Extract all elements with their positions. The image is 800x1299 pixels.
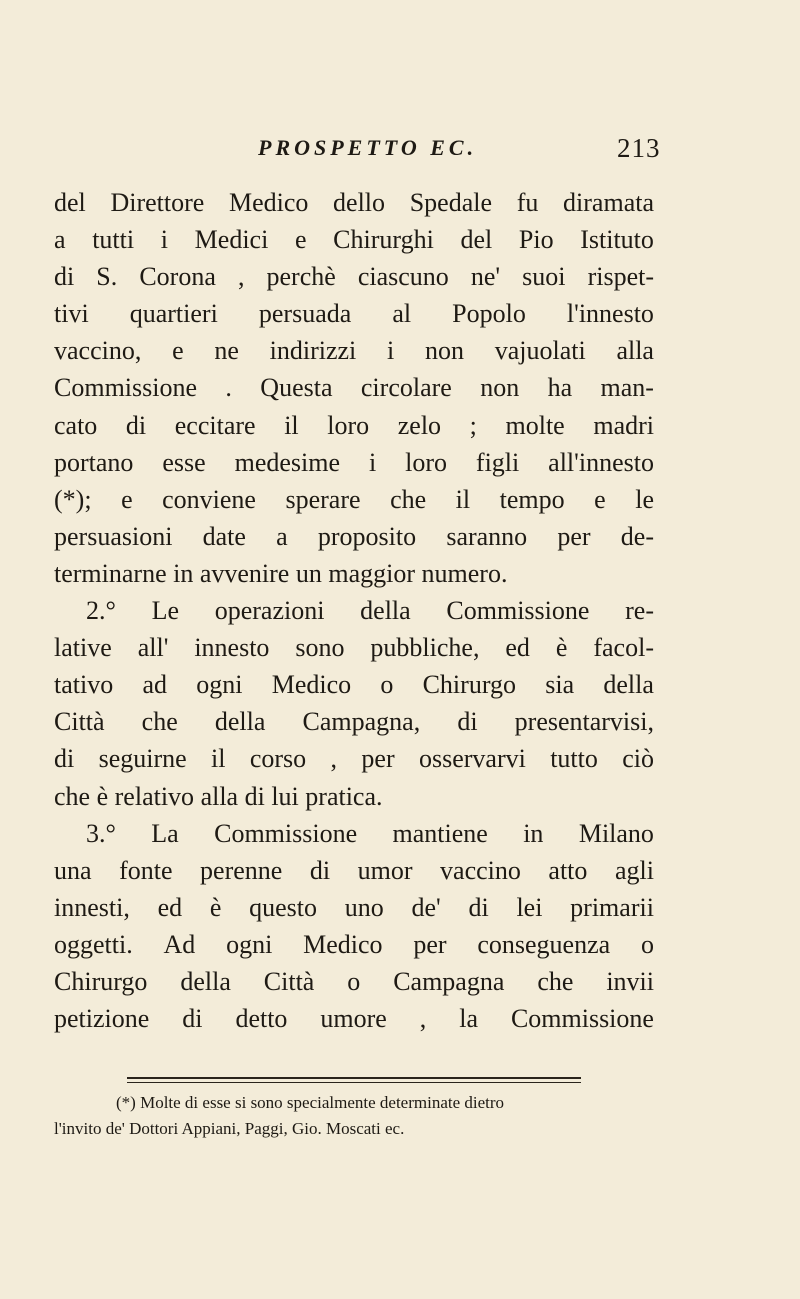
word: del [460,225,493,255]
word: ogni [196,670,243,700]
text-line [54,852,654,889]
word: date [202,521,246,551]
word: per [413,929,447,959]
word: che [141,707,178,737]
text-line [54,444,654,481]
word: loro [405,447,447,477]
word: sia [545,670,575,700]
word: la [459,1004,478,1034]
word: Istituto [580,225,654,255]
word: che [537,966,574,996]
word: oggetti. [54,929,133,959]
word: relativo [114,781,201,811]
word: medesime [234,447,341,477]
word: ; [469,410,477,440]
word: il [211,744,226,774]
footnote-line: l'invito de' Dottori Appiani, Paggi, Gio. Moscati ec. [54,1119,405,1138]
word: il [455,484,471,514]
text-line [54,332,654,369]
word: ed [505,633,530,663]
word: questo [249,892,318,922]
word: sperare [285,484,361,514]
word: numero. [421,558,508,588]
word: innesto [194,633,270,663]
word: alla [200,781,245,811]
text-line [54,963,654,1000]
word: re- [625,596,654,626]
word: quartieri [129,299,218,329]
page-number: 213 [617,133,661,163]
footnote-line: (*) Molte di esse si sono specialmente determinate dietro [116,1093,505,1112]
text-line [54,407,654,444]
word: tutto [550,744,598,774]
word: avvenire [199,558,296,588]
word: portano [54,447,134,477]
word: Commissione [54,373,198,403]
word: una [54,855,92,885]
text-line [54,666,654,703]
word: i [160,225,168,255]
word: suoi [522,262,566,292]
word: di [182,1004,203,1034]
word: Medico [228,188,309,217]
text-line [54,518,654,555]
word: i [387,336,395,366]
word: o [347,966,361,996]
word: vaccino [440,855,521,885]
word: Corona [139,262,216,292]
text-line [54,369,654,406]
word: Pio [518,225,554,255]
word: ad [142,670,167,700]
word: in [173,558,200,588]
word: per [361,744,395,774]
word: della [603,670,654,700]
word: indirizzi [269,336,357,366]
word: Campagna [393,966,505,996]
word: Spedale [409,188,493,217]
word: saranno [446,521,528,551]
word: Commissione [446,596,590,626]
word: innesti, [54,892,130,922]
word: 3.° [86,818,116,848]
word: Chirurgo [422,670,517,700]
word: de' [411,892,441,922]
word: detto [235,1004,288,1034]
word: operazioni [214,596,325,626]
word: primarii [570,892,654,922]
word: a [276,521,288,551]
word: Popolo [452,299,526,329]
word: figli [475,447,520,477]
word: circolare [360,373,452,403]
word: ed [157,892,183,922]
text-line [54,592,654,629]
word: di [54,262,75,292]
word: pubbliche, [370,633,480,663]
word: è [555,633,568,663]
word: è [96,781,115,811]
word: , [237,262,245,292]
word: e [594,484,606,514]
word: dello [333,188,386,217]
page-header [0,135,800,171]
word: mantiene [392,818,488,848]
word: , [419,1004,427,1034]
word: e [121,484,133,514]
text-line [54,555,654,592]
word: lei [516,892,543,922]
word: cato [54,410,98,440]
word: tutti [92,225,135,255]
word: man- [600,373,654,403]
word: ciò [622,744,654,774]
text-line [54,703,654,740]
word: zelo [397,410,442,440]
word: che [390,484,427,514]
word: persuada [258,299,352,329]
word: ogni [226,929,273,959]
word: i [368,447,377,477]
word: de- [620,521,654,551]
word: persuasioni [54,521,173,551]
word: tempo [499,484,565,514]
word: madri [593,410,654,440]
word: tivi [54,299,89,329]
text-line [54,1000,654,1037]
text-line [54,221,654,258]
word: corso [249,744,307,774]
word: proposito [317,521,417,551]
word: fu [516,188,539,217]
word: eccitare [174,410,256,440]
word: perchè [266,262,336,292]
word: un [295,558,329,588]
word: l'innesto [566,299,654,329]
word: osservarvi [418,744,526,774]
text-line [54,481,654,518]
word: della [360,596,411,626]
word: all' [137,633,169,663]
word: perenne [200,855,283,885]
word: le [635,484,654,514]
word: di [125,410,147,440]
word: pratica. [305,781,383,811]
text-line [54,778,654,815]
word: S. [96,262,118,292]
word: non [424,336,464,366]
word: conviene [162,484,256,514]
word: di [54,744,75,774]
text-line [54,629,654,666]
word: tativo [54,670,114,700]
word: e [294,225,307,255]
word: del [54,188,86,217]
word: (*); [54,484,92,514]
word: per [557,521,591,551]
word: umor [357,855,413,885]
word: di [457,707,478,737]
word: loro [327,410,370,440]
word: ciascuno [357,262,449,292]
word: della [214,707,266,737]
word: esse [162,447,206,477]
text-line [54,740,654,777]
word: invii [606,966,654,996]
word: conseguenza [477,929,611,959]
word: seguirne [98,744,187,774]
word: presentarvisi, [514,707,654,737]
word: molte [505,410,565,440]
word: lui [271,781,306,811]
word: fonte [119,855,173,885]
word: o [380,670,394,700]
text-line [54,889,654,926]
body-text [54,184,654,1037]
word: Questa [260,373,333,403]
footnote-rule [127,1077,581,1079]
word: al [392,299,412,329]
word: sono [295,633,345,663]
word: non [480,373,520,403]
text-line [54,184,654,221]
word: Medico [271,670,352,700]
word: , [330,744,338,774]
word: rispet- [587,262,654,292]
word: diramata [563,188,654,217]
footnote [54,1090,674,1142]
text-line [54,258,654,295]
word: che [54,781,97,811]
word: petizione [54,1004,150,1034]
word: di [309,855,331,885]
word: Città [54,707,105,737]
word: lative [54,633,112,663]
running-title: PROSPETTO EC. [258,135,478,160]
word: Chirurgo [54,966,148,996]
word: uno [344,892,384,922]
word: di [468,892,489,922]
word: in [523,818,544,848]
word: Milano [578,818,654,848]
word: maggior [328,558,422,588]
word: vaccino, [54,336,142,366]
word: La [151,818,179,848]
word: Commissione [214,818,358,848]
word: agli [614,855,654,885]
word: umore [320,1004,387,1034]
word: ne' [470,262,501,292]
word: Medici [194,225,269,255]
word: a [54,225,66,255]
word: all'innesto [548,447,654,477]
word: il [284,410,299,440]
word: Commissione [510,1004,654,1034]
word: di [244,781,272,811]
word: Le [151,596,180,626]
word: . [225,373,232,403]
word: Chirurghi [333,225,434,255]
word: vajuolati [494,336,586,366]
word: Città [263,966,315,996]
word: Medico [303,929,383,959]
word: Direttore [110,188,205,217]
word: facol- [593,633,654,663]
word: è [209,892,222,922]
word: della [180,966,231,996]
text-line [54,926,654,963]
footnote-rule-thin [127,1082,581,1083]
word: Campagna, [302,707,421,737]
text-line [54,295,654,332]
word: terminarne [54,558,174,588]
word: Ad [163,929,196,959]
word: alla [616,336,654,366]
text-line [54,815,654,852]
word: e [172,336,184,366]
word: ne [214,336,239,366]
word: ha [547,373,573,403]
word: atto [548,855,588,885]
word: 2.° [86,596,116,626]
word: o [640,929,654,959]
